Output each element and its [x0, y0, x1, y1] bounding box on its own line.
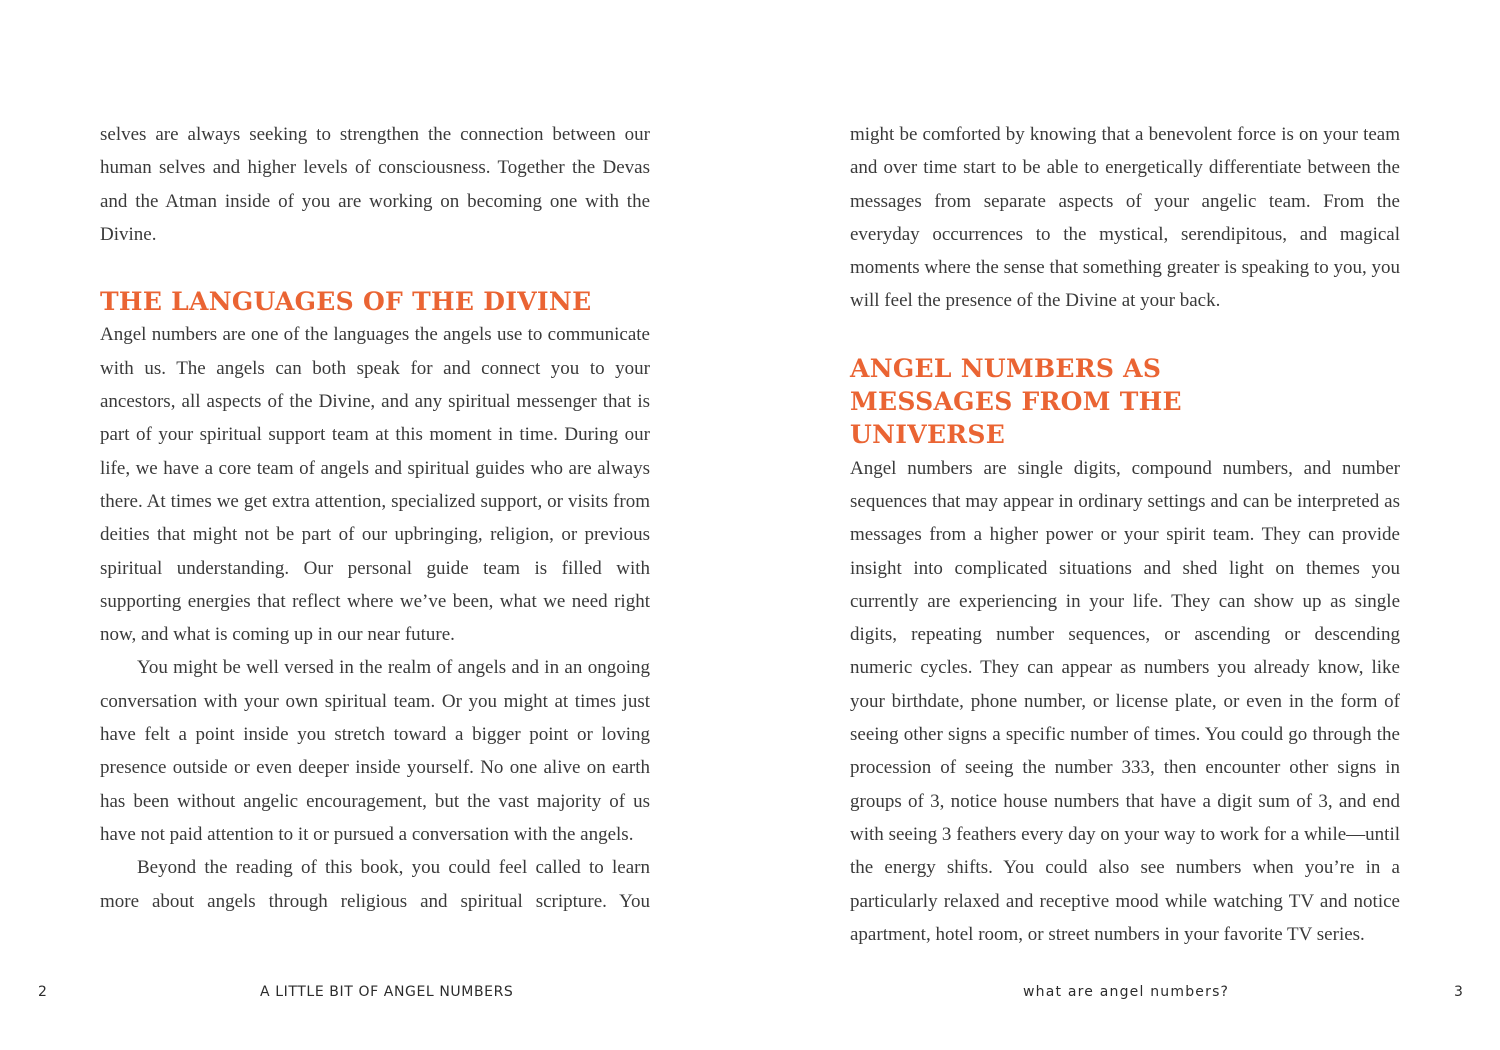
running-head: A LITTLE BIT OF ANGEL NUMBERS [260, 984, 514, 1000]
left-text-column [100, 118, 650, 918]
right-text-column [850, 118, 1400, 951]
body-paragraph: might be comforted by knowing that a benevolent force is on your team and over time start to be able to energetically differentiate between the messages from separate aspects of your angelic team. From the everyday occurrences to the mystical, serendipitous, and magical moments where the sense that something greater is speaking to you, you will feel the presence of the Divine at your back. [850, 124, 1400, 312]
page-number: 2 [38, 984, 47, 1000]
section-heading: THE LANGUAGES OF THE DIVINE [100, 287, 592, 317]
body-paragraph: Beyond the reading of this book, you could feel called to learn more about angels through religious and spiritual scripture. You [100, 857, 650, 912]
page-number: 3 [1454, 984, 1463, 1000]
section-heading: ANGEL NUMBERS AS MESSAGES FROM THE UNIVERSE [850, 353, 1182, 450]
body-paragraph: You might be well versed in the realm of angels and in an ongoing conversation with your own spiritual team. Or you might at times just have felt a point inside you stretch toward a bigger point or loving presence outside or even deeper inside yourself. No one alive on earth has been without angelic encouragement, but the vast majority of us have not paid attention to it or pursued a conversation with the angels. [100, 657, 650, 845]
running-head: what are angel numbers? [1023, 984, 1230, 1000]
right-page [750, 0, 1500, 1050]
body-paragraph: Angel numbers are one of the languages the angels use to communicate with us. The angels can both speak for and connect you to your ancestors, all aspects of the Divine, and any spiritual messenger that is part of your spiritual support team at this moment in time. During our life, we have a core team of angels and spiritual guides who are always there. At times we get extra attention, specialized support, or visits from deities that might not be part of our upbringing, religion, or previous spiritual understanding. Our personal guide team is filled with supporting energies that reflect where we’ve been, what we need right now, and what is coming up in our near future. [100, 324, 650, 646]
body-paragraph: Angel numbers are single digits, compound numbers, and number sequences that may appear in ordinary settings and can be interpreted as messages from a higher power or your spirit team. They can provide insight into complicated situations and shed light on themes you currently are experiencing in your life. They can show up as single digits, repeating number sequences, or ascending or descending numeric cycles. They can appear as numbers you already know, like your birthdate, phone number, or license plate, or even in the form of seeing other signs a specific number of times. You could go through the procession of seeing the number 333, then encounter other signs in groups of 3, notice house numbers that have a digit sum of 3, and end with seeing 3 feathers every day on your way to work for a while—until the energy shifts. You could also see numbers when you’re in a particularly relaxed and receptive mood while watching TV and notice apartment, hotel room, or street numbers in your favorite TV series. [850, 457, 1400, 945]
body-paragraph: selves are always seeking to strengthen the connection between our human selves and higher levels of consciousness. Together the Devas and the Atman inside of you are working on becoming one with the Divine. [100, 124, 650, 245]
